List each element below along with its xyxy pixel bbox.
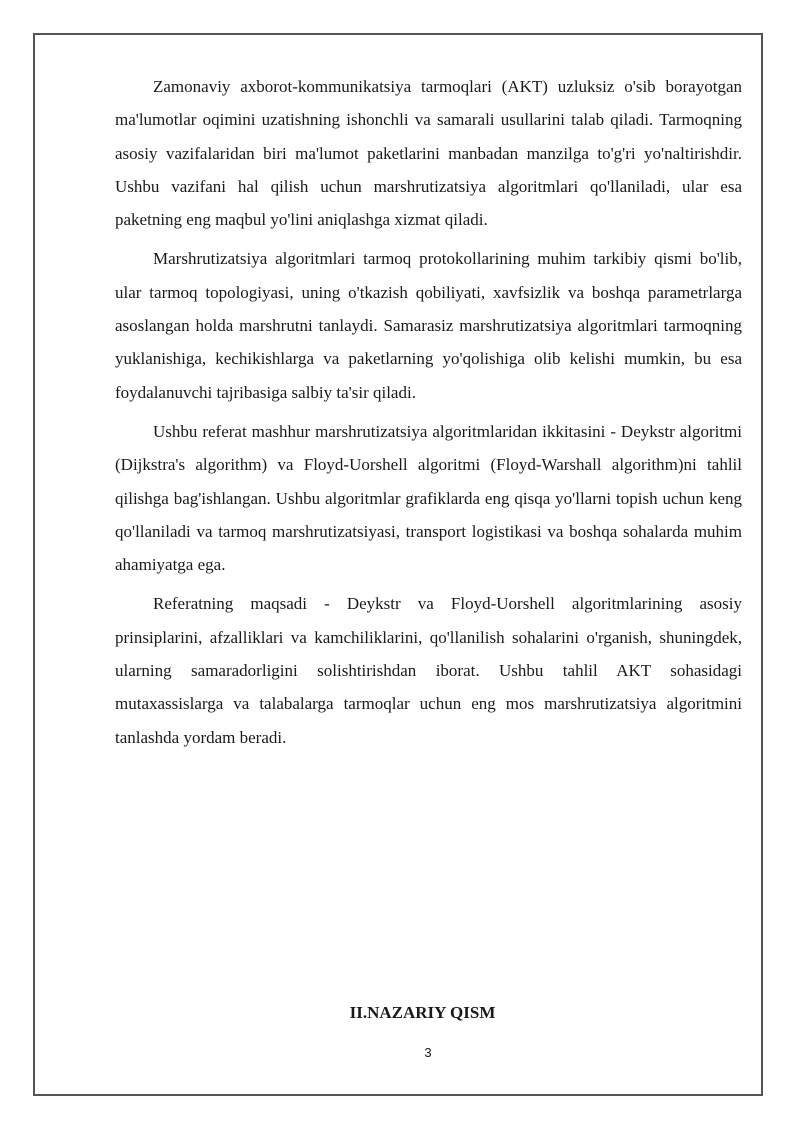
document-body (115, 70, 742, 760)
paragraph-referat-goal: Referatning maqsadi - Deykstr va Floyd-Uorshell algoritmlarining asosiy prinsiplarini, afzalliklari va kamchiliklarini, qo'llanilish sohalarini o'rganish, shuningdek, ularning samaradorligini solishtirishdan iborat. Ushbu tahlil AKT sohasidagi mutaxassislarga va talabalarga tarmoqlar uchun eng mos marshrutizatsiya algoritmini tanlashda yordam beradi. (115, 594, 742, 747)
paragraph-referat-scope: Ushbu referat mashhur marshrutizatsiya algoritmlaridan ikkitasini - Deykstr algoritmi (Dijkstra's algorithm) va Floyd-Uorshell algoritmi (Floyd-Warshall algorithm)ni tahlil qilishga bag'ishlangan. Ushbu algoritmlar grafiklarda eng qisqa yo'llarni topish uchun keng qo'llaniladi va tarmoq marshrutizatsiyasi, transport logistikasi va boshqa sohalarda muhim ahamiyatga ega. (115, 421, 742, 575)
page-number: 3 (424, 1045, 432, 1060)
section-heading: II.NAZARIY QISM (349, 1003, 496, 1022)
paragraph-routing-algorithms: Marshrutizatsiya algoritmlari tarmoq protokollarining muhim tarkibiy qismi bo'lib, ular tarmoq topologiyasi, uning o'tkazish qobiliyati, xavfsizlik va boshqa parametrlarga asoslangan holda marshrutni tanlaydi. Samarasiz marshrutizatsiya algoritmlari tarmoqning yuklanishiga, kechikishlarga va paketlarning yo'qolishiga olib kelishi mumkin, bu esa foydalanuvchi tajribasiga salbiy ta'sir qiladi. (115, 249, 742, 402)
paragraph-intro: Zamonaviy axborot-kommunikatsiya tarmoqlari (AKT) uzluksiz o'sib borayotgan ma'lumotlar oqimini uzatishning ishonchli va samarali usullarini talab qiladi. Tarmoqning asosiy vazifalaridan biri ma'lumot paketlarini manbadan manzilga to'g'ri yo'naltirishdir. Ushbu vazifani hal qilish uchun marshrutizatsiya algoritmlari qo'llaniladi, ular esa paketning eng maqbul yo'lini aniqlashga xizmat qiladi. (115, 77, 742, 230)
